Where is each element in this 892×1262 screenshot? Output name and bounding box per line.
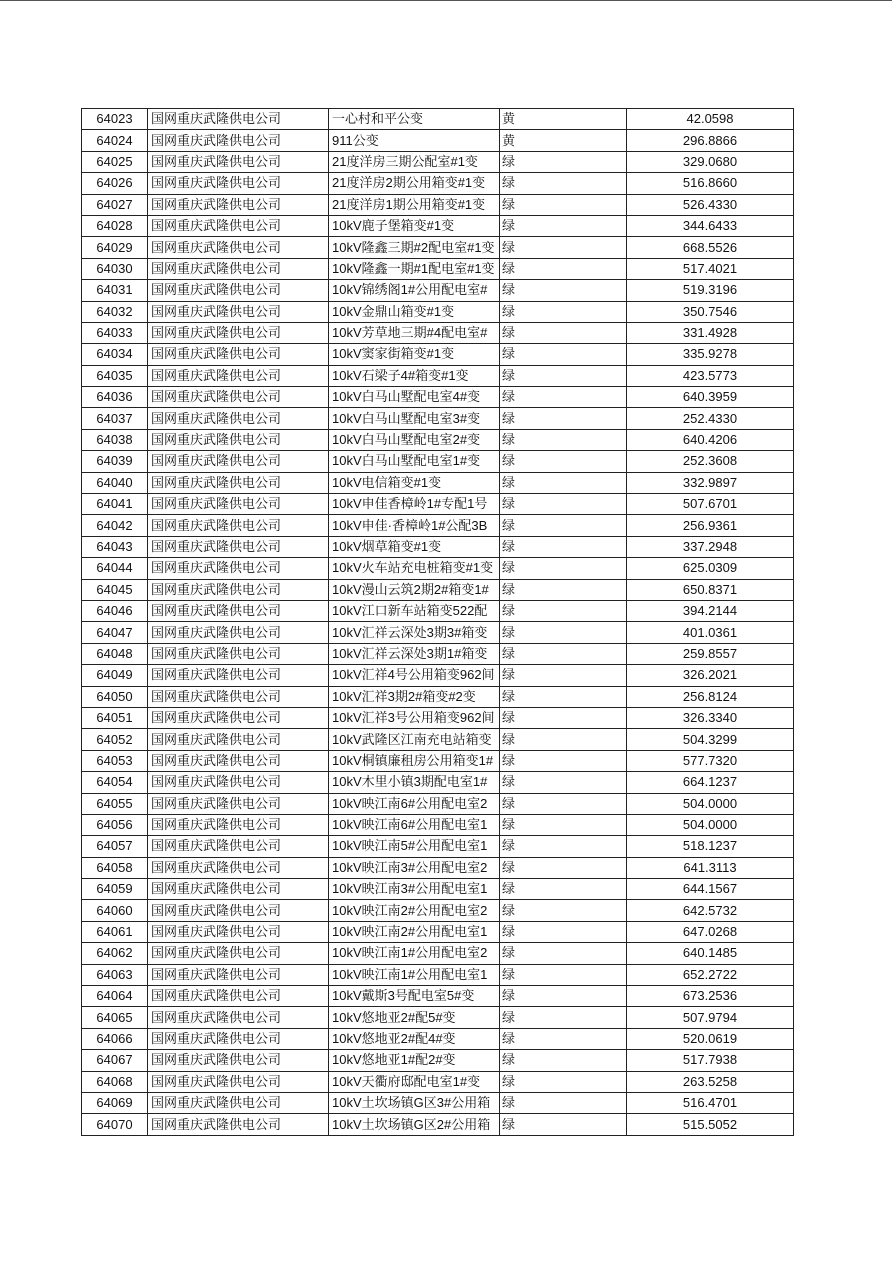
company-name-cell: 国网重庆武隆供电公司	[148, 536, 329, 557]
table-row	[82, 237, 794, 258]
table-row	[82, 1028, 794, 1049]
row-id-cell: 64029	[82, 237, 148, 258]
value-cell: 577.7320	[627, 750, 794, 771]
row-id-cell: 64048	[82, 643, 148, 664]
table-row	[82, 729, 794, 750]
transformer-name-cell: 10kV土坎场镇G区2#公用箱	[329, 1114, 500, 1135]
value-cell: 337.2948	[627, 536, 794, 557]
row-id-cell: 64043	[82, 536, 148, 557]
table-row	[82, 429, 794, 450]
table-row	[82, 1114, 794, 1135]
table-row	[82, 1092, 794, 1113]
status-color-cell: 绿	[500, 1028, 627, 1049]
status-color-cell: 绿	[500, 665, 627, 686]
value-cell: 516.8660	[627, 173, 794, 194]
transformer-name-cell: 10kV火车站充电桩箱变#1变	[329, 558, 500, 579]
value-cell: 326.2021	[627, 665, 794, 686]
transformer-name-cell: 10kV映江南1#公用配电室2	[329, 943, 500, 964]
row-id-cell: 64025	[82, 151, 148, 172]
status-color-cell: 绿	[500, 280, 627, 301]
row-id-cell: 64028	[82, 215, 148, 236]
row-id-cell: 64065	[82, 1007, 148, 1028]
table-row	[82, 451, 794, 472]
company-name-cell: 国网重庆武隆供电公司	[148, 729, 329, 750]
value-cell: 652.2722	[627, 964, 794, 985]
transformer-name-cell: 10kV汇祥云深处3期1#箱变	[329, 643, 500, 664]
table-row	[82, 879, 794, 900]
company-name-cell: 国网重庆武隆供电公司	[148, 344, 329, 365]
value-cell: 668.5526	[627, 237, 794, 258]
status-color-cell: 绿	[500, 408, 627, 429]
company-name-cell: 国网重庆武隆供电公司	[148, 130, 329, 151]
row-id-cell: 64027	[82, 194, 148, 215]
value-cell: 504.0000	[627, 793, 794, 814]
table-row	[82, 109, 794, 130]
company-name-cell: 国网重庆武隆供电公司	[148, 964, 329, 985]
row-id-cell: 64052	[82, 729, 148, 750]
transformer-name-cell: 21度洋房2期公用箱变#1变	[329, 173, 500, 194]
value-cell: 640.1485	[627, 943, 794, 964]
value-cell: 515.5052	[627, 1114, 794, 1135]
transformer-name-cell: 10kV悠地亚2#配4#变	[329, 1028, 500, 1049]
table-row	[82, 707, 794, 728]
table-row	[82, 130, 794, 151]
value-cell: 673.2536	[627, 986, 794, 1007]
status-color-cell: 绿	[500, 750, 627, 771]
company-name-cell: 国网重庆武隆供电公司	[148, 1028, 329, 1049]
row-id-cell: 64040	[82, 472, 148, 493]
value-cell: 504.3299	[627, 729, 794, 750]
company-name-cell: 国网重庆武隆供电公司	[148, 600, 329, 621]
table-row	[82, 643, 794, 664]
transformer-name-cell: 10kV芳草地三期#4配电室#	[329, 322, 500, 343]
status-color-cell: 绿	[500, 387, 627, 408]
transformer-name-cell: 10kV电信箱变#1变	[329, 472, 500, 493]
table-row	[82, 921, 794, 942]
transformer-name-cell: 10kV映江南3#公用配电室1	[329, 879, 500, 900]
company-name-cell: 国网重庆武隆供电公司	[148, 408, 329, 429]
row-id-cell: 64057	[82, 836, 148, 857]
company-name-cell: 国网重庆武隆供电公司	[148, 301, 329, 322]
company-name-cell: 国网重庆武隆供电公司	[148, 1071, 329, 1092]
transformer-name-cell: 10kV木里小镇3期配电室1#	[329, 772, 500, 793]
table-row	[82, 344, 794, 365]
status-color-cell: 绿	[500, 494, 627, 515]
value-cell: 516.4701	[627, 1092, 794, 1113]
company-name-cell: 国网重庆武隆供电公司	[148, 643, 329, 664]
status-color-cell: 绿	[500, 558, 627, 579]
transformer-name-cell: 10kV映江南2#公用配电室1	[329, 921, 500, 942]
company-name-cell: 国网重庆武隆供电公司	[148, 1007, 329, 1028]
transformer-name-cell: 10kV映江南3#公用配电室2	[329, 857, 500, 878]
company-name-cell: 国网重庆武隆供电公司	[148, 986, 329, 1007]
value-cell: 517.7938	[627, 1050, 794, 1071]
transformer-name-cell: 10kV桐镇廉租房公用箱变1#	[329, 750, 500, 771]
value-cell: 344.6433	[627, 215, 794, 236]
table-row	[82, 600, 794, 621]
status-color-cell: 绿	[500, 1007, 627, 1028]
table-row	[82, 857, 794, 878]
value-cell: 331.4928	[627, 322, 794, 343]
transformer-name-cell: 10kV窦家街箱变#1变	[329, 344, 500, 365]
table-row	[82, 943, 794, 964]
transformer-name-cell: 10kV金鼎山箱变#1变	[329, 301, 500, 322]
table-row	[82, 258, 794, 279]
transformer-name-cell: 10kV隆鑫一期#1配电室#1变	[329, 258, 500, 279]
status-color-cell: 绿	[500, 429, 627, 450]
company-name-cell: 国网重庆武隆供电公司	[148, 900, 329, 921]
status-color-cell: 绿	[500, 194, 627, 215]
table-body	[82, 109, 794, 1136]
company-name-cell: 国网重庆武隆供电公司	[148, 151, 329, 172]
row-id-cell: 64066	[82, 1028, 148, 1049]
row-id-cell: 64053	[82, 750, 148, 771]
status-color-cell: 绿	[500, 344, 627, 365]
status-color-cell: 黄	[500, 130, 627, 151]
status-color-cell: 绿	[500, 622, 627, 643]
row-id-cell: 64044	[82, 558, 148, 579]
row-id-cell: 64068	[82, 1071, 148, 1092]
row-id-cell: 64067	[82, 1050, 148, 1071]
company-name-cell: 国网重庆武隆供电公司	[148, 793, 329, 814]
transformer-name-cell: 10kV白马山墅配电室2#变	[329, 429, 500, 450]
company-name-cell: 国网重庆武隆供电公司	[148, 558, 329, 579]
row-id-cell: 64046	[82, 600, 148, 621]
status-color-cell: 绿	[500, 772, 627, 793]
value-cell: 640.4206	[627, 429, 794, 450]
row-id-cell: 64070	[82, 1114, 148, 1135]
status-color-cell: 绿	[500, 237, 627, 258]
transformer-data-table	[81, 108, 794, 1136]
transformer-name-cell: 10kV武隆区江南充电站箱变	[329, 729, 500, 750]
value-cell: 335.9278	[627, 344, 794, 365]
table-row	[82, 964, 794, 985]
status-color-cell: 绿	[500, 1050, 627, 1071]
row-id-cell: 64035	[82, 365, 148, 386]
value-cell: 423.5773	[627, 365, 794, 386]
row-id-cell: 64064	[82, 986, 148, 1007]
transformer-name-cell: 10kV白马山墅配电室4#变	[329, 387, 500, 408]
row-id-cell: 64034	[82, 344, 148, 365]
status-color-cell: 绿	[500, 729, 627, 750]
transformer-name-cell: 911公变	[329, 130, 500, 151]
table-row	[82, 215, 794, 236]
value-cell: 507.9794	[627, 1007, 794, 1028]
company-name-cell: 国网重庆武隆供电公司	[148, 943, 329, 964]
row-id-cell: 64041	[82, 494, 148, 515]
table-row	[82, 387, 794, 408]
table-row	[82, 194, 794, 215]
status-color-cell: 绿	[500, 943, 627, 964]
row-id-cell: 64037	[82, 408, 148, 429]
row-id-cell: 64051	[82, 707, 148, 728]
company-name-cell: 国网重庆武隆供电公司	[148, 772, 329, 793]
company-name-cell: 国网重庆武隆供电公司	[148, 1050, 329, 1071]
table-row	[82, 1007, 794, 1028]
table-row	[82, 280, 794, 301]
status-color-cell: 绿	[500, 921, 627, 942]
transformer-name-cell: 10kV江口新车站箱变522配	[329, 600, 500, 621]
status-color-cell: 绿	[500, 365, 627, 386]
status-color-cell: 绿	[500, 258, 627, 279]
transformer-name-cell: 10kV映江南6#公用配电室1	[329, 814, 500, 835]
transformer-name-cell: 10kV鹿子堡箱变#1变	[329, 215, 500, 236]
transformer-name-cell: 10kV映江南5#公用配电室1	[329, 836, 500, 857]
status-color-cell: 绿	[500, 1114, 627, 1135]
status-color-cell: 绿	[500, 964, 627, 985]
status-color-cell: 绿	[500, 322, 627, 343]
company-name-cell: 国网重庆武隆供电公司	[148, 109, 329, 130]
value-cell: 519.3196	[627, 280, 794, 301]
company-name-cell: 国网重庆武隆供电公司	[148, 387, 329, 408]
row-id-cell: 64039	[82, 451, 148, 472]
status-color-cell: 绿	[500, 986, 627, 1007]
company-name-cell: 国网重庆武隆供电公司	[148, 686, 329, 707]
value-cell: 650.8371	[627, 579, 794, 600]
table-row	[82, 472, 794, 493]
row-id-cell: 64045	[82, 579, 148, 600]
status-color-cell: 绿	[500, 707, 627, 728]
row-id-cell: 64042	[82, 515, 148, 536]
row-id-cell: 64047	[82, 622, 148, 643]
status-color-cell: 绿	[500, 1092, 627, 1113]
row-id-cell: 64031	[82, 280, 148, 301]
value-cell: 350.7546	[627, 301, 794, 322]
value-cell: 263.5258	[627, 1071, 794, 1092]
company-name-cell: 国网重庆武隆供电公司	[148, 515, 329, 536]
table-row	[82, 558, 794, 579]
value-cell: 326.3340	[627, 707, 794, 728]
status-color-cell: 绿	[500, 836, 627, 857]
value-cell: 664.1237	[627, 772, 794, 793]
company-name-cell: 国网重庆武隆供电公司	[148, 814, 329, 835]
value-cell: 394.2144	[627, 600, 794, 621]
company-name-cell: 国网重庆武隆供电公司	[148, 622, 329, 643]
company-name-cell: 国网重庆武隆供电公司	[148, 879, 329, 900]
table-row	[82, 536, 794, 557]
status-color-cell: 绿	[500, 793, 627, 814]
table-row	[82, 151, 794, 172]
table-row	[82, 772, 794, 793]
status-color-cell: 黄	[500, 109, 627, 130]
transformer-name-cell: 10kV天衢府邸配电室1#变	[329, 1071, 500, 1092]
table-row	[82, 900, 794, 921]
company-name-cell: 国网重庆武隆供电公司	[148, 173, 329, 194]
value-cell: 296.8866	[627, 130, 794, 151]
status-color-cell: 绿	[500, 643, 627, 664]
value-cell: 647.0268	[627, 921, 794, 942]
company-name-cell: 国网重庆武隆供电公司	[148, 365, 329, 386]
company-name-cell: 国网重庆武隆供电公司	[148, 1114, 329, 1135]
transformer-name-cell: 10kV映江南1#公用配电室1	[329, 964, 500, 985]
row-id-cell: 64036	[82, 387, 148, 408]
table-row	[82, 301, 794, 322]
transformer-name-cell: 10kV映江南2#公用配电室2	[329, 900, 500, 921]
company-name-cell: 国网重庆武隆供电公司	[148, 280, 329, 301]
status-color-cell: 绿	[500, 1071, 627, 1092]
table-row	[82, 322, 794, 343]
value-cell: 640.3959	[627, 387, 794, 408]
status-color-cell: 绿	[500, 472, 627, 493]
company-name-cell: 国网重庆武隆供电公司	[148, 237, 329, 258]
transformer-name-cell: 10kV锦绣阁1#公用配电室#	[329, 280, 500, 301]
status-color-cell: 绿	[500, 579, 627, 600]
status-color-cell: 绿	[500, 600, 627, 621]
value-cell: 518.1237	[627, 836, 794, 857]
transformer-name-cell: 10kV申佳香樟岭1#专配1号	[329, 494, 500, 515]
value-cell: 642.5732	[627, 900, 794, 921]
status-color-cell: 绿	[500, 900, 627, 921]
status-color-cell: 绿	[500, 536, 627, 557]
company-name-cell: 国网重庆武隆供电公司	[148, 194, 329, 215]
company-name-cell: 国网重庆武隆供电公司	[148, 429, 329, 450]
status-color-cell: 绿	[500, 686, 627, 707]
company-name-cell: 国网重庆武隆供电公司	[148, 836, 329, 857]
status-color-cell: 绿	[500, 879, 627, 900]
transformer-name-cell: 10kV土坎场镇G区3#公用箱	[329, 1092, 500, 1113]
transformer-name-cell: 10kV隆鑫三期#2配电室#1变	[329, 237, 500, 258]
value-cell: 520.0619	[627, 1028, 794, 1049]
row-id-cell: 64063	[82, 964, 148, 985]
value-cell: 526.4330	[627, 194, 794, 215]
row-id-cell: 64061	[82, 921, 148, 942]
table-row	[82, 1071, 794, 1092]
table-row	[82, 408, 794, 429]
table-row	[82, 622, 794, 643]
company-name-cell: 国网重庆武隆供电公司	[148, 472, 329, 493]
value-cell: 256.8124	[627, 686, 794, 707]
row-id-cell: 64049	[82, 665, 148, 686]
table-row	[82, 365, 794, 386]
row-id-cell: 64069	[82, 1092, 148, 1113]
value-cell: 252.4330	[627, 408, 794, 429]
row-id-cell: 64059	[82, 879, 148, 900]
status-color-cell: 绿	[500, 301, 627, 322]
value-cell: 256.9361	[627, 515, 794, 536]
transformer-name-cell: 10kV申佳·香樟岭1#公配3B	[329, 515, 500, 536]
table-row	[82, 986, 794, 1007]
transformer-name-cell: 10kV映江南6#公用配电室2	[329, 793, 500, 814]
table-row	[82, 665, 794, 686]
transformer-name-cell: 10kV汇祥云深处3期3#箱变	[329, 622, 500, 643]
row-id-cell: 64056	[82, 814, 148, 835]
row-id-cell: 64023	[82, 109, 148, 130]
transformer-name-cell: 10kV戴斯3号配电室5#变	[329, 986, 500, 1007]
transformer-name-cell: 10kV烟草箱变#1变	[329, 536, 500, 557]
value-cell: 644.1567	[627, 879, 794, 900]
company-name-cell: 国网重庆武隆供电公司	[148, 322, 329, 343]
table-row	[82, 686, 794, 707]
row-id-cell: 64033	[82, 322, 148, 343]
table-row	[82, 494, 794, 515]
transformer-name-cell: 10kV悠地亚2#配5#变	[329, 1007, 500, 1028]
row-id-cell: 64032	[82, 301, 148, 322]
table-row	[82, 173, 794, 194]
value-cell: 504.0000	[627, 814, 794, 835]
transformer-name-cell: 10kV白马山墅配电室1#变	[329, 451, 500, 472]
status-color-cell: 绿	[500, 857, 627, 878]
company-name-cell: 国网重庆武隆供电公司	[148, 451, 329, 472]
value-cell: 252.3608	[627, 451, 794, 472]
page-top-rule	[0, 0, 892, 1]
value-cell: 259.8557	[627, 643, 794, 664]
company-name-cell: 国网重庆武隆供电公司	[148, 215, 329, 236]
value-cell: 329.0680	[627, 151, 794, 172]
company-name-cell: 国网重庆武隆供电公司	[148, 494, 329, 515]
row-id-cell: 64030	[82, 258, 148, 279]
company-name-cell: 国网重庆武隆供电公司	[148, 707, 329, 728]
row-id-cell: 64024	[82, 130, 148, 151]
row-id-cell: 64060	[82, 900, 148, 921]
transformer-name-cell: 21度洋房1期公用箱变#1变	[329, 194, 500, 215]
status-color-cell: 绿	[500, 151, 627, 172]
table-row	[82, 793, 794, 814]
row-id-cell: 64058	[82, 857, 148, 878]
value-cell: 641.3113	[627, 857, 794, 878]
transformer-name-cell: 10kV汇祥3号公用箱变962间	[329, 707, 500, 728]
transformer-name-cell: 10kV汇祥3期2#箱变#2变	[329, 686, 500, 707]
value-cell: 517.4021	[627, 258, 794, 279]
company-name-cell: 国网重庆武隆供电公司	[148, 258, 329, 279]
row-id-cell: 64055	[82, 793, 148, 814]
row-id-cell: 64038	[82, 429, 148, 450]
table-row	[82, 515, 794, 536]
table-row	[82, 1050, 794, 1071]
transformer-name-cell: 10kV汇祥4号公用箱变962间	[329, 665, 500, 686]
table-row	[82, 814, 794, 835]
transformer-name-cell: 10kV漫山云筑2期2#箱变1#	[329, 579, 500, 600]
row-id-cell: 64062	[82, 943, 148, 964]
company-name-cell: 国网重庆武隆供电公司	[148, 579, 329, 600]
value-cell: 507.6701	[627, 494, 794, 515]
value-cell: 332.9897	[627, 472, 794, 493]
value-cell: 42.0598	[627, 109, 794, 130]
company-name-cell: 国网重庆武隆供电公司	[148, 921, 329, 942]
transformer-name-cell: 10kV悠地亚1#配2#变	[329, 1050, 500, 1071]
transformer-name-cell: 10kV石梁子4#箱变#1变	[329, 365, 500, 386]
status-color-cell: 绿	[500, 814, 627, 835]
company-name-cell: 国网重庆武隆供电公司	[148, 750, 329, 771]
company-name-cell: 国网重庆武隆供电公司	[148, 665, 329, 686]
value-cell: 401.0361	[627, 622, 794, 643]
row-id-cell: 64050	[82, 686, 148, 707]
row-id-cell: 64026	[82, 173, 148, 194]
company-name-cell: 国网重庆武隆供电公司	[148, 1092, 329, 1113]
value-cell: 625.0309	[627, 558, 794, 579]
transformer-name-cell: 一心村和平公变	[329, 109, 500, 130]
status-color-cell: 绿	[500, 215, 627, 236]
status-color-cell: 绿	[500, 515, 627, 536]
row-id-cell: 64054	[82, 772, 148, 793]
table-row	[82, 836, 794, 857]
status-color-cell: 绿	[500, 451, 627, 472]
company-name-cell: 国网重庆武隆供电公司	[148, 857, 329, 878]
status-color-cell: 绿	[500, 173, 627, 194]
table-row	[82, 750, 794, 771]
transformer-name-cell: 10kV白马山墅配电室3#变	[329, 408, 500, 429]
transformer-name-cell: 21度洋房三期公配室#1变	[329, 151, 500, 172]
table-row	[82, 579, 794, 600]
